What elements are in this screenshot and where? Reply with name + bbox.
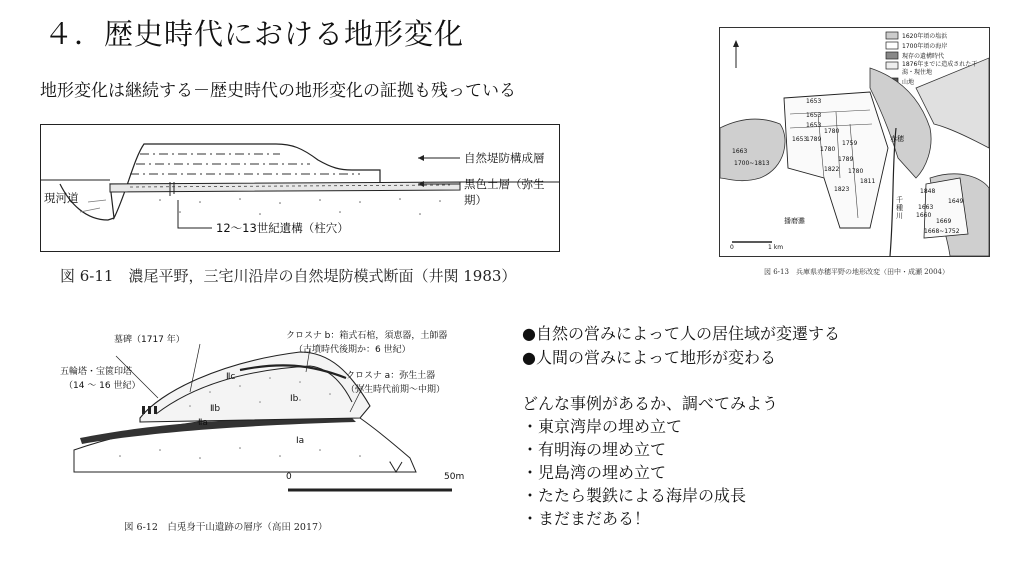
example-item: ・東京湾岸の埋め立て — [522, 417, 683, 436]
map-year-label: 1663 — [732, 148, 748, 155]
map-year-label: 1668~1752 — [924, 228, 960, 235]
map-scale-zero: 0 — [730, 244, 734, 251]
legend-item: 現存の遺構時代 — [902, 53, 945, 60]
river-label-chikusa: 千種川 — [896, 196, 903, 220]
kurosuna-a-label: クロスナ a：弥生土器 — [346, 371, 436, 381]
place-label-harima: 播磨灘 — [784, 217, 805, 225]
map-year-label: 1848 — [920, 188, 936, 195]
gravestone-label: 墓碑（1717 年） — [114, 335, 185, 345]
map-scale-km: 1 km — [768, 244, 784, 251]
place-label-ako: 赤穂 — [890, 135, 904, 143]
map-year-label: 1823 — [834, 186, 850, 193]
remains-label: 12～13世紀遺構（柱穴） — [216, 221, 349, 235]
scale-50m: 50m — [444, 472, 465, 482]
question-text: どんな事例があるか、調べてみよう — [522, 394, 779, 413]
legend-item: 山地 — [902, 79, 915, 86]
levee-section-figure — [40, 124, 560, 252]
gorinto-label: 五輪塔・宝篋印塔 — [60, 367, 133, 377]
map-year-label: 1780 — [848, 168, 864, 175]
map-year-label: 1759 — [842, 140, 858, 147]
black-soil-label: 黒色土層（弥生期） — [464, 177, 545, 207]
map-year-label: 1660 — [916, 212, 932, 219]
map-year-label: 1669 — [936, 218, 952, 225]
page-subtitle: 地形変化は継続する－歴史時代の地形変化の証拠も残っている — [40, 81, 516, 101]
kurosuna-b-label: クロスナ b：箱式石棺，須恵器，土師器 — [286, 331, 448, 341]
ako-plain-map — [719, 27, 990, 257]
kurosuna-a-period-label: （弥生時代前期～中期） — [346, 385, 446, 395]
figure-caption-6-11: 図 6-11 濃尾平野，三宅川沿岸の自然堤防模式断面（井関 1983） — [60, 267, 517, 285]
layer-label: Ⅱb — [210, 404, 221, 414]
map-year-label: 1649 — [948, 198, 964, 205]
map-year-label: 1780 — [820, 146, 836, 153]
legend-item: 1700年頃の海岸 — [902, 43, 948, 50]
layer-label: Ⅱc — [226, 372, 236, 382]
dune-stratigraphy-diagram — [60, 322, 480, 512]
example-item: ・児島湾の埋め立て — [522, 463, 667, 482]
gorinto-period-label: （14 ～ 16 世紀） — [64, 381, 141, 391]
bullet-human: ●人間の営みによって地形が変わる — [522, 348, 776, 367]
layer-label: Ⅰb — [290, 394, 299, 404]
kurosuna-b-period-label: （古墳時代後期か：6 世紀） — [294, 345, 411, 355]
layer-label: Ⅱa — [198, 418, 208, 428]
map-year-label: 1780 — [824, 128, 840, 135]
example-item: ・まだまだある！ — [522, 509, 651, 528]
map-year-label: 1653 — [806, 98, 822, 105]
map-year-label: 1789 — [806, 136, 822, 143]
levee-layer-label: 自然堤防構成層 — [464, 151, 545, 165]
map-year-label: 1653 — [806, 112, 822, 119]
legend-item: 1876年までに造成された干潟・現住地 — [902, 61, 978, 76]
map-year-label: 1653 — [806, 122, 822, 129]
figure-caption-6-12: 図 6-12 白兎身干山遺跡の層序（高田 2017） — [124, 522, 328, 533]
example-item: ・たたら製鉄による海岸の成長 — [522, 486, 747, 505]
river-label: 現河道 — [44, 191, 79, 205]
map-year-label: 1822 — [824, 166, 840, 173]
dune-stratigraphy-figure — [60, 322, 480, 512]
example-item: ・有明海の埋め立て — [522, 440, 667, 459]
legend-item: 1620年頃の塩浜 — [902, 33, 948, 40]
scale-zero: 0 — [286, 472, 292, 482]
map-year-label: 1700~1813 — [734, 160, 770, 167]
map-year-label: 1811 — [860, 178, 876, 185]
bullet-natural: ●自然の営みによって人の居住域が変遷する — [522, 324, 840, 343]
map-year-label: 1663 — [918, 204, 934, 211]
map-year-label: 1789 — [838, 156, 854, 163]
page-title: ４．歴史時代における地形変化 — [44, 17, 465, 51]
layer-label: Ⅰa — [296, 436, 305, 446]
figure-caption-6-13: 図 6-13 兵庫県赤穂平野の地形改変（田中・成瀬 2004） — [764, 268, 949, 276]
map-year-label: 1653 — [792, 136, 808, 143]
